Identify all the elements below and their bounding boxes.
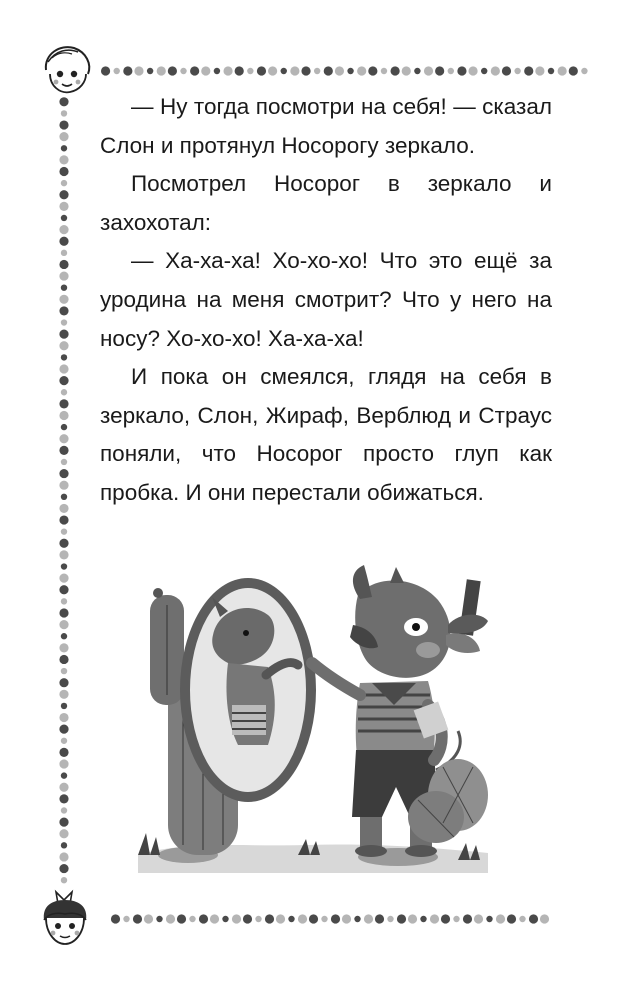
border-dot (210, 914, 219, 923)
border-dot (61, 598, 67, 604)
border-dot (468, 66, 477, 75)
border-dot (59, 608, 68, 617)
border-dot (61, 354, 67, 360)
border-dot (61, 738, 67, 744)
border-dot (59, 271, 68, 280)
border-dot (59, 295, 68, 304)
border-dot (435, 66, 444, 75)
border-dot (61, 459, 67, 465)
border-dot (507, 914, 516, 923)
border-dot (298, 914, 307, 923)
border-dot (59, 97, 68, 106)
border-dot (59, 306, 68, 315)
border-dot (59, 376, 68, 385)
border-dot (59, 515, 68, 524)
border-dot (59, 225, 68, 234)
border-dot (59, 585, 68, 594)
border-dot (61, 319, 67, 325)
border-dot (59, 794, 68, 803)
border-dot (255, 916, 261, 922)
border-dot (133, 914, 142, 923)
border-dot (199, 914, 208, 923)
border-dot (453, 916, 459, 922)
border-dot (265, 914, 274, 923)
border-dot (548, 68, 554, 74)
border-dot (414, 68, 420, 74)
border-dot (59, 167, 68, 176)
border-dot (59, 190, 68, 199)
border-dot (61, 563, 67, 569)
border-dot (408, 914, 417, 923)
girl-with-bow-icon (34, 884, 96, 950)
border-dot (59, 481, 68, 490)
border-dot (448, 68, 454, 74)
border-dot (59, 678, 68, 687)
border-dot (247, 68, 253, 74)
border-dot (290, 66, 299, 75)
border-dot (222, 916, 228, 922)
border-dot (59, 829, 68, 838)
border-dot (364, 914, 373, 923)
border-dot (59, 620, 68, 629)
border-dot (59, 574, 68, 583)
girl-face-icon (38, 40, 96, 98)
paragraph-1: — Ну тогда посмотри на себя! — сказал Слон и протянул Носорогу зеркало. (100, 94, 552, 158)
border-dot (59, 469, 68, 478)
dotted-border-left (57, 96, 71, 886)
border-dot (59, 783, 68, 792)
border-dot (397, 914, 406, 923)
rhino-mirror-illustration (128, 555, 496, 880)
border-dot (59, 434, 68, 443)
border-dot (61, 528, 67, 534)
border-dot (59, 446, 68, 455)
border-dot (61, 494, 67, 500)
border-dot (61, 110, 67, 116)
border-dot (335, 66, 344, 75)
border-dot (331, 914, 340, 923)
border-dot (391, 66, 400, 75)
border-dot (168, 66, 177, 75)
border-dot (540, 914, 549, 923)
border-dot (368, 66, 377, 75)
border-dot (524, 66, 533, 75)
border-dot (111, 914, 120, 923)
border-dot (61, 145, 67, 151)
border-dot (535, 66, 544, 75)
border-dot (321, 916, 327, 922)
border-dot (157, 66, 166, 75)
border-dot (180, 68, 186, 74)
border-dot (61, 703, 67, 709)
border-dot (232, 914, 241, 923)
border-dot (59, 655, 68, 664)
border-dot (61, 668, 67, 674)
border-dot (441, 914, 450, 923)
border-dot (387, 916, 393, 922)
border-dot (502, 66, 511, 75)
border-dot (59, 759, 68, 768)
border-dot (59, 364, 68, 373)
border-dot (457, 66, 466, 75)
border-dot (59, 818, 68, 827)
border-dot (288, 916, 294, 922)
border-dot (223, 66, 232, 75)
border-dot (59, 713, 68, 722)
border-dot (314, 68, 320, 74)
border-dot (61, 772, 67, 778)
border-dot (134, 66, 143, 75)
border-dot (309, 914, 318, 923)
border-dot (486, 916, 492, 922)
border-dot (243, 914, 252, 923)
border-dot (59, 852, 68, 861)
border-dot (381, 68, 387, 74)
border-dot (375, 914, 384, 923)
border-dot (268, 66, 277, 75)
border-dot (61, 633, 67, 639)
border-dot (214, 68, 220, 74)
border-dot (301, 66, 310, 75)
border-dot (156, 916, 162, 922)
border-dot (424, 66, 433, 75)
border-dot (59, 330, 68, 339)
border-dot (61, 842, 67, 848)
border-dot (59, 690, 68, 699)
border-dot (123, 916, 129, 922)
border-dot (144, 914, 153, 923)
border-dot (235, 66, 244, 75)
border-dot (402, 66, 411, 75)
border-dot (177, 914, 186, 923)
border-dot (474, 914, 483, 923)
border-dot (59, 237, 68, 246)
border-dot (201, 66, 210, 75)
border-dot (166, 914, 175, 923)
border-dot (59, 132, 68, 141)
border-dot (569, 66, 578, 75)
border-dot (420, 916, 426, 922)
border-dot (281, 68, 287, 74)
border-dot (59, 864, 68, 873)
border-dot (189, 916, 195, 922)
border-dot (59, 748, 68, 757)
border-dot (59, 155, 68, 164)
border-dot (276, 914, 285, 923)
border-dot (514, 68, 520, 74)
border-dot (61, 180, 67, 186)
border-dot (529, 914, 538, 923)
border-dot (114, 68, 120, 74)
border-dot (59, 725, 68, 734)
border-dot (61, 389, 67, 395)
border-dot (342, 914, 351, 923)
border-dot (481, 68, 487, 74)
border-dot (558, 66, 567, 75)
border-dot (101, 66, 110, 75)
border-dot (59, 411, 68, 420)
paragraph-3: — Ха-ха-ха! Хо-хо-хо! Что это ещё за уродина на меня смотрит? Что у него на носу? Хо-хо-хо! Ха-ха-ха! (100, 248, 552, 351)
story-text (100, 88, 552, 513)
border-dot (147, 68, 153, 74)
border-dot (59, 643, 68, 652)
border-dot (491, 66, 500, 75)
border-dot (61, 424, 67, 430)
dotted-border-bottom (110, 912, 550, 926)
border-dot (430, 914, 439, 923)
mirror (180, 578, 316, 802)
paragraph-4: И пока он смеялся, глядя на себя в зеркало, Слон, Жираф, Верблюд и Страус поняли, что Носорог просто глуп как пробка. И они перестали обижаться. (100, 364, 552, 505)
border-dot (59, 399, 68, 408)
border-dot (354, 916, 360, 922)
border-dot (59, 260, 68, 269)
border-dot (463, 914, 472, 923)
border-dot (59, 341, 68, 350)
border-dot (496, 914, 505, 923)
border-dot (59, 550, 68, 559)
border-dot (61, 215, 67, 221)
border-dot (59, 202, 68, 211)
border-dot (61, 284, 67, 290)
border-dot (61, 877, 67, 883)
border-dot (190, 66, 199, 75)
border-dot (324, 66, 333, 75)
paragraph-2: Посмотрел Носорог в зеркало и захохотал: (100, 171, 552, 235)
border-dot (59, 120, 68, 129)
border-dot (59, 504, 68, 513)
border-dot (357, 66, 366, 75)
border-dot (257, 66, 266, 75)
border-dot (61, 250, 67, 256)
border-dot (519, 916, 525, 922)
dotted-border-top (100, 64, 590, 78)
border-dot (581, 68, 587, 74)
border-dot (123, 66, 132, 75)
border-dot (347, 68, 353, 74)
border-dot (59, 539, 68, 548)
border-dot (61, 807, 67, 813)
